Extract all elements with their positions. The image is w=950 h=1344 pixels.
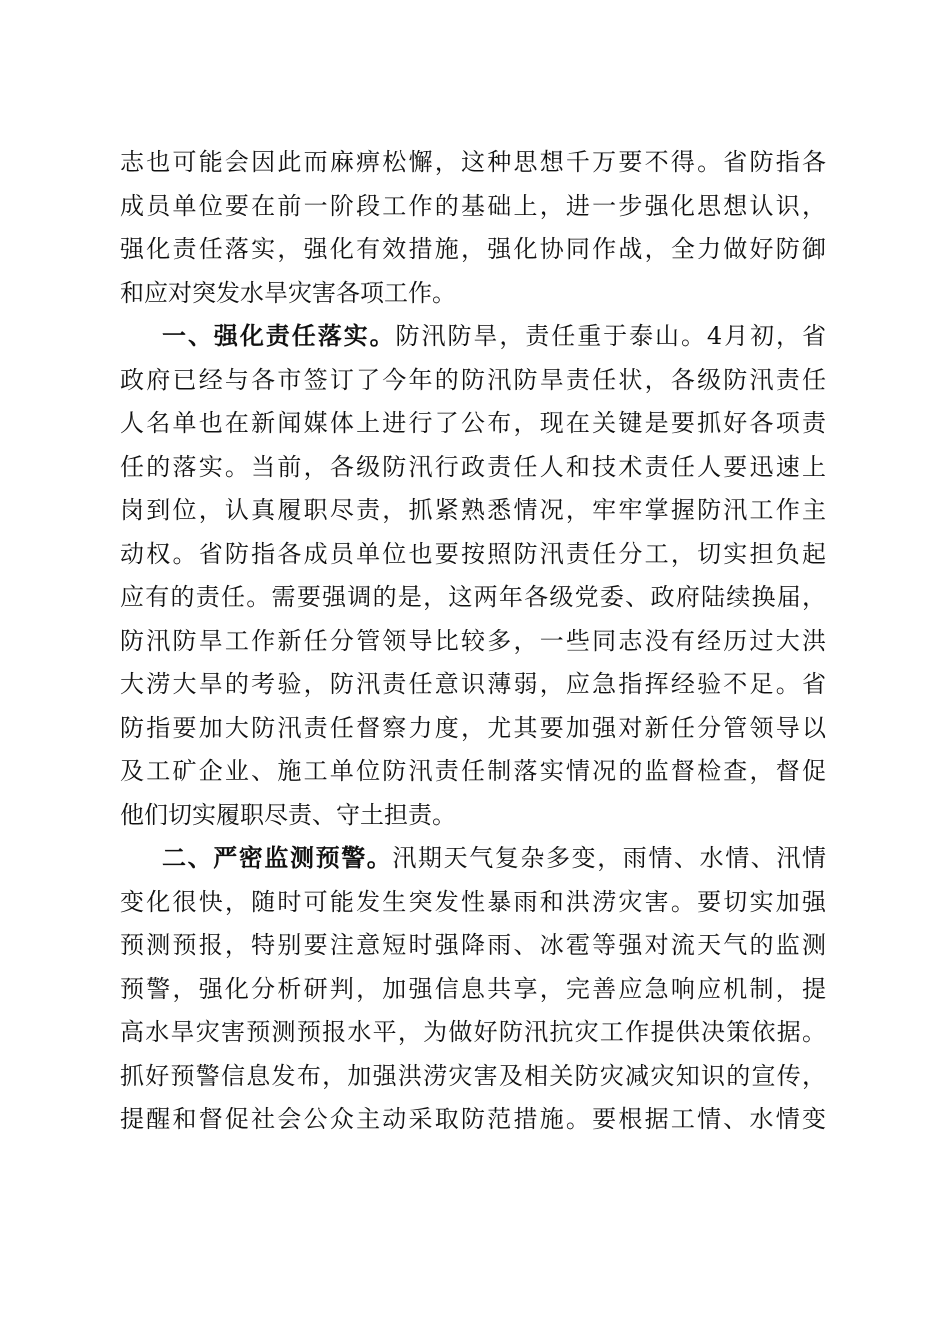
text-line: 及工矿企业、施工单位防汛责任制落实情况的监督检查，督促 — [120, 757, 826, 785]
text-line: 高水旱灾害预测预报水平，为做好防汛抗灾工作提供决策依据。 — [120, 1018, 826, 1046]
section-2-heading: 二、严密监测预警。 — [162, 844, 393, 872]
section-1-first-line — [120, 315, 826, 359]
section-1-paragraph — [120, 315, 826, 837]
text-line: 成员单位要在前一阶段工作的基础上，进一步强化思想认识， — [120, 191, 826, 220]
document-body — [120, 141, 826, 1142]
text-line: 提醒和督促社会公众主动采取防范措施。要根据工情、水情变 — [120, 1105, 826, 1133]
text-line: 应有的责任。需要强调的是，这两年各级党委、政府陆续换届， — [120, 583, 826, 611]
section-1-first-line-text: 防汛防旱，责任重于泰山。4月初，省 — [395, 322, 826, 350]
text-line: 政府已经与各市签订了今年的防汛防旱责任状，各级防汛责任 — [120, 365, 826, 394]
text-line: 抓好预警信息发布，加强洪涝灾害及相关防灾减灾知识的宣传， — [120, 1061, 826, 1090]
text-line: 人名单也在新闻媒体上进行了公布，现在关键是要抓好各项责 — [120, 409, 826, 437]
text-line: 预测预报，特别要注意短时强降雨、冰雹等强对流天气的监测 — [120, 931, 826, 959]
text-line: 动权。省防指各成员单位也要按照防汛责任分工，切实担负起 — [120, 539, 826, 568]
text-line: 岗到位，认真履职尽责，抓紧熟悉情况，牢牢掌握防汛工作主 — [120, 496, 826, 524]
text-line: 防指要加大防汛责任督察力度，尤其要加强对新任分管领导以 — [120, 713, 826, 742]
text-line: 志也可能会因此而麻痹松懈，这种思想千万要不得。省防指各 — [120, 148, 826, 176]
section-1-heading: 一、强化责任落实。 — [162, 322, 396, 350]
text-line: 强化责任落实，强化有效措施，强化协同作战，全力做好防御 — [120, 235, 826, 263]
section-2-first-line — [120, 837, 826, 881]
section-2-first-line-text: 汛期天气复杂多变，雨情、水情、汛情 — [392, 844, 827, 872]
text-line: 大涝大旱的考验，防汛责任意识薄弱，应急指挥经验不足。省 — [120, 670, 826, 698]
text-line: 防汛防旱工作新任分管领导比较多，一些同志没有经历过大洪 — [120, 626, 826, 655]
text-line: 他们切实履职尽责、守土担责。 — [120, 800, 456, 829]
text-line: 和应对突发水旱灾害各项工作。 — [120, 278, 456, 307]
text-line: 变化很快，随时可能发生突发性暴雨和洪涝灾害。要切实加强 — [120, 887, 826, 916]
text-line: 任的落实。当前，各级防汛行政责任人和技术责任人要迅速上 — [120, 452, 826, 481]
text-line: 预警，强化分析研判，加强信息共享，完善应急响应机制，提 — [120, 974, 826, 1003]
section-2-paragraph — [120, 837, 826, 1142]
paragraph-intro — [120, 141, 826, 315]
